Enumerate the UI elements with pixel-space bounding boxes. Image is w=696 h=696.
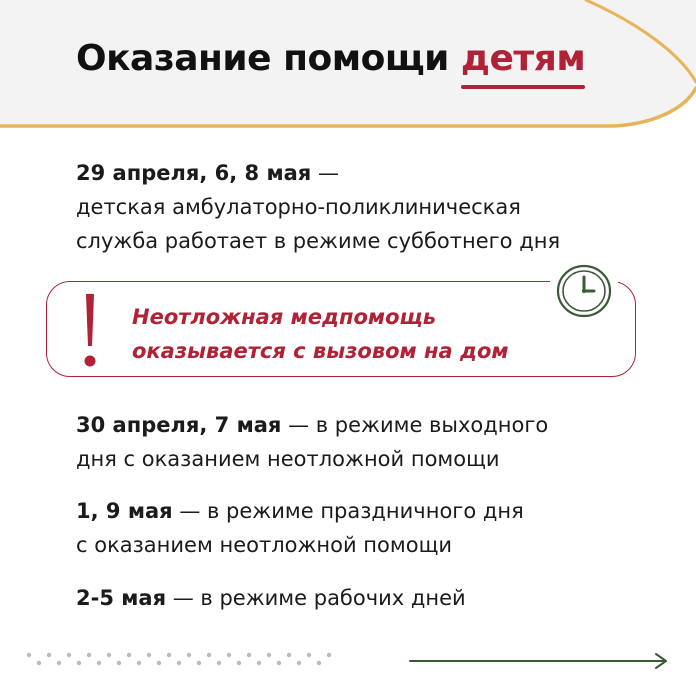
- arrow-right-icon[interactable]: [408, 652, 672, 670]
- alert-message: [132, 300, 509, 368]
- alert-line: Неотложная медпомощь: [132, 305, 436, 329]
- alert-line: оказывается с вызовом на дом: [132, 339, 509, 363]
- schedule-item-2: [76, 408, 548, 476]
- schedule-item-4: [76, 581, 466, 615]
- page-title: [76, 38, 585, 79]
- title-accent: детям: [460, 38, 586, 79]
- schedule-text: — в режиме рабочих дней: [166, 586, 466, 610]
- schedule-text: детская амбулаторно-поликлиническая: [76, 195, 521, 219]
- schedule-text: — в режиме выходного: [281, 413, 549, 437]
- schedule-dates: 29 апреля, 6, 8 мая: [76, 161, 312, 185]
- exclamation-icon: [82, 292, 98, 370]
- schedule-text: дня с оказанием неотложной помощи: [76, 447, 500, 471]
- schedule-text: служба работает в режиме субботнего дня: [76, 229, 561, 253]
- schedule-text: с оказанием неотложной помощи: [76, 533, 452, 557]
- schedule-dates: 1, 9 мая: [76, 499, 173, 523]
- schedule-item-3: [76, 494, 524, 562]
- clock-icon: [550, 261, 618, 321]
- title-main: Оказание помощи: [76, 38, 461, 79]
- schedule-dates: 2-5 мая: [76, 586, 167, 610]
- schedule-text: — в режиме праздничного дня: [172, 499, 524, 523]
- dots-decoration-icon: [26, 652, 356, 666]
- schedule-dash: —: [311, 161, 339, 185]
- schedule-item-1: [76, 156, 560, 258]
- schedule-dates: 30 апреля, 7 мая: [76, 413, 282, 437]
